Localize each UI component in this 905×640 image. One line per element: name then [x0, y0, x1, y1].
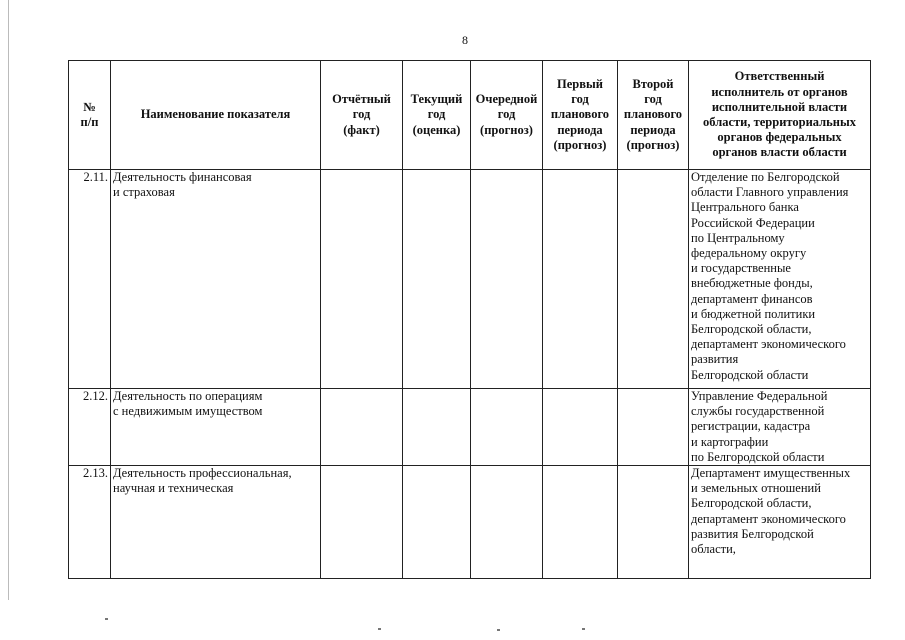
text-line: Текущий	[410, 92, 463, 107]
page-number: 8	[462, 33, 468, 47]
cell-next	[471, 170, 543, 389]
text-line: области, территориальных	[703, 115, 856, 129]
text-line: Деятельность финансовая	[113, 170, 252, 184]
text-line: (прогноз)	[553, 137, 607, 152]
text-line: и бюджетной политики	[691, 306, 816, 321]
text-line: Центрального банка	[691, 200, 799, 215]
cell-plan2	[618, 389, 689, 466]
scan-speck	[105, 618, 108, 620]
row-number: 2.12.	[69, 389, 111, 466]
text-line: (прогноз)	[626, 137, 680, 152]
text-line: Российской Федерации	[691, 215, 815, 230]
text-line: органов федеральных	[717, 130, 842, 145]
cell-plan2	[618, 466, 689, 579]
text-line: Белгородской области,	[691, 322, 812, 337]
table-row	[69, 389, 871, 466]
cell-current	[403, 389, 471, 466]
text-line: исполнитель от органов	[711, 84, 848, 99]
cell-plan1	[543, 389, 618, 466]
cell-reported	[321, 466, 403, 579]
text-line: и земельных отношений	[691, 481, 821, 496]
text-line: год	[497, 107, 516, 122]
scan-speck	[497, 629, 500, 631]
text-line: по Центральному	[691, 230, 785, 245]
text-line: (прогноз)	[480, 122, 533, 137]
text-line: (оценка)	[412, 122, 461, 137]
text-line: и государственные	[691, 261, 791, 276]
table-row	[69, 466, 871, 579]
text-line: год	[427, 107, 446, 122]
text-line: органов власти области	[712, 145, 847, 160]
text-line: планового	[623, 107, 683, 122]
text-line: Отделение по Белгородской	[691, 170, 840, 184]
text-line: Управление Федеральной	[691, 389, 828, 403]
cell-plan1	[543, 466, 618, 579]
header-indicator-name	[111, 61, 321, 170]
text-line: Деятельность по операциям	[113, 389, 263, 403]
text-line: внебюджетные фонды,	[691, 276, 813, 291]
row-number: 2.13.	[69, 466, 111, 579]
header-reported-year	[321, 61, 403, 170]
row-executor	[689, 170, 871, 389]
header-next-year	[471, 61, 543, 170]
text-line: и страховая	[113, 185, 175, 200]
row-executor	[689, 389, 871, 466]
header-number	[69, 61, 111, 170]
text-line: развития	[691, 352, 739, 367]
cell-current	[403, 170, 471, 389]
row-executor	[689, 466, 871, 579]
text-line: год	[352, 107, 371, 122]
text-line: планового	[550, 107, 610, 122]
table-row	[69, 170, 871, 389]
cell-plan2	[618, 170, 689, 389]
text-line: департамент финансов	[691, 291, 813, 306]
cell-next	[471, 466, 543, 579]
text-line: исполнительной власти	[711, 99, 848, 114]
text-line: департамент экономического	[691, 511, 846, 526]
text-line: службы государственной	[691, 404, 825, 419]
text-line: Отчётный	[332, 92, 391, 107]
text-line: области Главного управления	[691, 185, 849, 200]
table-header-row	[69, 61, 871, 170]
scan-speck	[582, 628, 585, 630]
text-line: Первый	[557, 76, 603, 91]
header-first-plan-year	[543, 61, 618, 170]
text-line: развития Белгородской	[691, 526, 814, 541]
text-line: Белгородской области,	[691, 496, 812, 511]
cell-current	[403, 466, 471, 579]
row-indicator-name	[111, 389, 321, 466]
cell-plan1	[543, 170, 618, 389]
text-line: Департамент имущественных	[691, 466, 851, 481]
indicators-table	[68, 60, 871, 579]
text-line: №	[83, 99, 96, 114]
page-edge-rule	[8, 0, 9, 600]
header-responsible-executor	[689, 61, 871, 170]
text-line: периода	[630, 122, 676, 137]
row-number: 2.11.	[69, 170, 111, 389]
text-line: с недвижимым имуществом	[113, 404, 263, 419]
text-line: Ответственный	[734, 69, 825, 84]
header-second-plan-year	[618, 61, 689, 170]
text-line: области,	[691, 542, 736, 557]
text-line: периода	[557, 122, 603, 137]
text-line: (факт)	[343, 122, 380, 137]
cell-reported	[321, 389, 403, 466]
text-line: Деятельность профессиональная,	[113, 466, 292, 481]
text-line: Наименование показателя	[140, 107, 291, 122]
text-line: научная и техническая	[113, 481, 234, 496]
text-line: Белгородской области	[691, 367, 809, 382]
cell-next	[471, 389, 543, 466]
header-current-year	[403, 61, 471, 170]
text-line: Второй	[632, 76, 674, 91]
text-line: год	[571, 92, 589, 107]
row-indicator-name	[111, 466, 321, 579]
text-line: регистрации, кадастра	[691, 419, 811, 434]
text-line: Очередной	[475, 92, 538, 107]
text-line: федеральному округу	[691, 246, 807, 261]
text-line: департамент экономического	[691, 337, 846, 352]
text-line: п/п	[80, 115, 99, 129]
row-indicator-name	[111, 170, 321, 389]
scan-speck	[378, 628, 381, 630]
text-line: год	[644, 92, 662, 107]
text-line: и картографии	[691, 434, 769, 449]
text-line: по Белгородской области	[691, 449, 825, 464]
cell-reported	[321, 170, 403, 389]
